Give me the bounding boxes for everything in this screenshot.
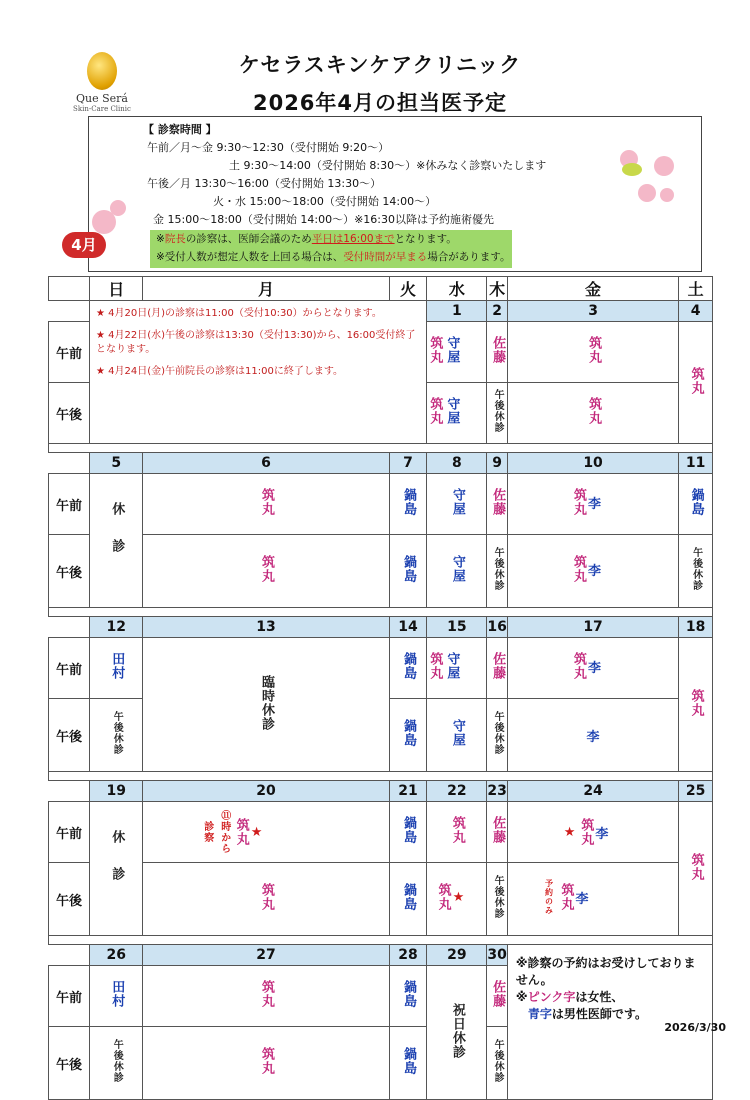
month-badge: 4月 <box>62 232 106 258</box>
slot-cell: 午後休診 <box>487 1027 507 1100</box>
slot-cell: 午後休診 <box>90 1027 143 1100</box>
logo-mark-icon <box>87 52 117 90</box>
calendar-table <box>48 276 713 1100</box>
slot-cell: 鍋島 <box>389 863 427 936</box>
row-label-am: 午前 <box>49 802 90 863</box>
date-cell: 19 <box>90 781 143 802</box>
weekday-fri: 金 <box>507 277 678 301</box>
date-cell: 8 <box>427 453 487 474</box>
slot-cell: 筑丸 李 <box>507 474 678 535</box>
title-line-2: 2026年4月の担当医予定 <box>252 91 508 115</box>
weekday-mon: 月 <box>143 277 389 301</box>
clinic-logo <box>62 52 142 113</box>
date-cell: 5 <box>90 453 143 474</box>
logo-subtitle: Skin-Care Clinic <box>73 105 131 113</box>
week-1-dates <box>49 301 713 322</box>
date-cell: 13 <box>143 617 389 638</box>
hours-line-4: 火・水 15:00～18:00（受付開始 14:00～） <box>213 195 437 208</box>
hours-heading: 【 診察時間 】 <box>143 123 217 136</box>
week-2-dates <box>49 453 713 474</box>
date-cell: 24 <box>507 781 678 802</box>
footer-date: 2026/3/30 <box>664 1021 726 1034</box>
row-label-pm: 午後 <box>49 699 90 772</box>
date-cell: 27 <box>143 945 389 966</box>
legend-line-2: ※ピンク字は女性、 <box>515 990 624 1004</box>
slot-cell: 筑丸 <box>679 802 713 936</box>
week-4-pm <box>49 863 713 936</box>
slot-cell: 守屋 <box>427 474 487 535</box>
slot-cell: 筑丸 <box>507 383 678 444</box>
slot-cell: 筑丸 守屋 <box>427 383 487 444</box>
slot-cell: 筑丸 <box>143 1027 389 1100</box>
row-label-pm: 午後 <box>49 863 90 936</box>
slot-cell: 鍋島 <box>389 1027 427 1100</box>
slot-cell: 筑丸 <box>427 802 487 863</box>
slot-cell: 鍋島 <box>679 474 713 535</box>
week-2-am <box>49 474 713 535</box>
date-cell: 21 <box>389 781 427 802</box>
date-cell: 7 <box>389 453 427 474</box>
weekday-sat: 土 <box>679 277 713 301</box>
page-title <box>150 46 610 122</box>
week-3-dates <box>49 617 713 638</box>
week-4-am <box>49 802 713 863</box>
hours-line-5: 金 15:00～18:00（受付開始 14:00～）※16:30以降は予約施術優先 <box>153 213 495 226</box>
weekday-wed: 水 <box>427 277 487 301</box>
slot-cell: 鍋島 <box>389 802 427 863</box>
date-cell: 14 <box>389 617 427 638</box>
row-label-am: 午前 <box>49 966 90 1027</box>
slot-cell: 筑丸 李 <box>507 535 678 608</box>
date-cell: 28 <box>389 945 427 966</box>
week-5-dates <box>49 945 713 966</box>
slot-cell: 佐藤 <box>487 322 507 383</box>
date-cell: 16 <box>487 617 507 638</box>
slot-cell: 筑丸 <box>143 966 389 1027</box>
week-4-dates <box>49 781 713 802</box>
bird-icon <box>622 163 642 176</box>
legend-line-3: 青字は男性医師です。 <box>527 1007 647 1021</box>
date-cell: 25 <box>679 781 713 802</box>
slot-cell: 田村 <box>90 966 143 1027</box>
slot-cell: 午後休診 <box>487 863 507 936</box>
slot-cell: 筑丸 ★ <box>427 863 487 936</box>
logo-name: Que Será <box>76 92 128 105</box>
date-cell: 10 <box>507 453 678 474</box>
slot-cell: 守屋 <box>427 699 487 772</box>
notes-cell <box>90 301 427 444</box>
slot-cell: 休診 <box>90 474 143 608</box>
slot-cell: 祝日休診 <box>427 966 487 1100</box>
date-cell: 23 <box>487 781 507 802</box>
slot-cell: 午後休診 <box>90 699 143 772</box>
sakura-flower-icon <box>110 200 126 216</box>
date-cell: 11 <box>679 453 713 474</box>
slot-cell: 午後休診 <box>679 535 713 608</box>
week-3-am <box>49 638 713 699</box>
date-cell: 4 <box>679 301 713 322</box>
slot-cell: 筑丸 <box>143 474 389 535</box>
slot-cell: 臨時休診 <box>143 638 389 772</box>
hours-line-1: 午前／月～金 9:30～12:30（受付開始 9:20～） <box>147 141 390 154</box>
date-cell: 20 <box>143 781 389 802</box>
notice-line-2: ※受付人数が想定人数を上回る場合は、受付時間が早まる場合があります。 <box>156 251 511 263</box>
slot-cell: 筑丸 守屋 <box>427 638 487 699</box>
slot-cell: 午後休診 <box>487 383 507 444</box>
slot-cell: 筑丸 <box>507 322 678 383</box>
slot-cell: 筑丸 守屋 <box>427 322 487 383</box>
row-label-am: 午前 <box>49 638 90 699</box>
date-cell: 3 <box>507 301 678 322</box>
date-cell: 1 <box>427 301 487 322</box>
slot-cell: 鍋島 <box>389 699 427 772</box>
notice-banner <box>150 230 512 268</box>
notice-line-1: ※院長の診察は、医師会議のため平日は16:00までとなります。 <box>156 233 457 245</box>
weekday-tue: 火 <box>389 277 427 301</box>
slot-cell: 鍋島 <box>389 966 427 1027</box>
hours-line-3: 午後／月 13:30～16:00（受付開始 13:30～） <box>147 177 382 190</box>
weekday-header <box>49 277 713 301</box>
slot-cell: 鍋島 <box>389 638 427 699</box>
slot-cell: 午後休診 <box>487 535 507 608</box>
slot-cell: 田村 <box>90 638 143 699</box>
slot-cell: 李 <box>507 699 678 772</box>
weekday-thu: 木 <box>487 277 507 301</box>
date-cell: 18 <box>679 617 713 638</box>
slot-cell: 佐藤 <box>487 802 507 863</box>
slot-cell: 鍋島 <box>389 474 427 535</box>
row-label-pm: 午後 <box>49 383 90 444</box>
date-cell: 2 <box>487 301 507 322</box>
slot-cell: 予約のみ 筑丸 李 <box>507 863 678 936</box>
title-line-1: ケセラスキンケアクリニック <box>238 53 522 77</box>
date-cell: 6 <box>143 453 389 474</box>
week-2-pm <box>49 535 713 608</box>
date-cell: 29 <box>427 945 487 966</box>
slot-cell: 佐藤 <box>487 966 507 1027</box>
slot-cell: 筑丸 李 <box>507 638 678 699</box>
weekday-sun: 日 <box>90 277 143 301</box>
slot-cell: 休診 <box>90 802 143 936</box>
slot-cell: 筑丸 <box>143 863 389 936</box>
date-cell: 30 <box>487 945 507 966</box>
row-label-am: 午前 <box>49 322 90 383</box>
date-cell: 17 <box>507 617 678 638</box>
date-cell: 22 <box>427 781 487 802</box>
slot-cell: 佐藤 <box>487 474 507 535</box>
date-cell: 9 <box>487 453 507 474</box>
note-2: ★ 4月22日(水)午後の診察は13:30（受付13:30)から、16:00受付終了となります。 <box>96 330 416 355</box>
slot-cell: ★ 筑丸 李 <box>507 802 678 863</box>
row-label-pm: 午後 <box>49 535 90 608</box>
note-3: ★ 4月24日(金)午前院長の診察は11:00に終了します。 <box>96 366 344 377</box>
date-cell: 15 <box>427 617 487 638</box>
slot-cell: 守屋 <box>427 535 487 608</box>
date-cell: 26 <box>90 945 143 966</box>
hours-line-2: 土 9:30～14:00（受付開始 8:30～）※休みなく診察いたします <box>229 159 547 172</box>
row-label-pm: 午後 <box>49 1027 90 1100</box>
slot-cell: 筑丸 <box>143 535 389 608</box>
date-cell: 12 <box>90 617 143 638</box>
hours-box <box>88 116 702 272</box>
slot-cell: 午後休診 <box>487 699 507 772</box>
legend-line-1: ※診察の予約はお受けしておりません。 <box>515 956 696 987</box>
row-label-am: 午前 <box>49 474 90 535</box>
slot-cell: 筑丸 <box>679 322 713 444</box>
slot-cell: 診察 ⑪時から 筑丸 ★ <box>143 802 389 863</box>
slot-cell: 佐藤 <box>487 638 507 699</box>
slot-cell: 筑丸 <box>679 638 713 772</box>
slot-cell: 鍋島 <box>389 535 427 608</box>
note-1: ★ 4月20日(月)の診察は11:00（受付10:30）からとなります。 <box>96 308 382 319</box>
